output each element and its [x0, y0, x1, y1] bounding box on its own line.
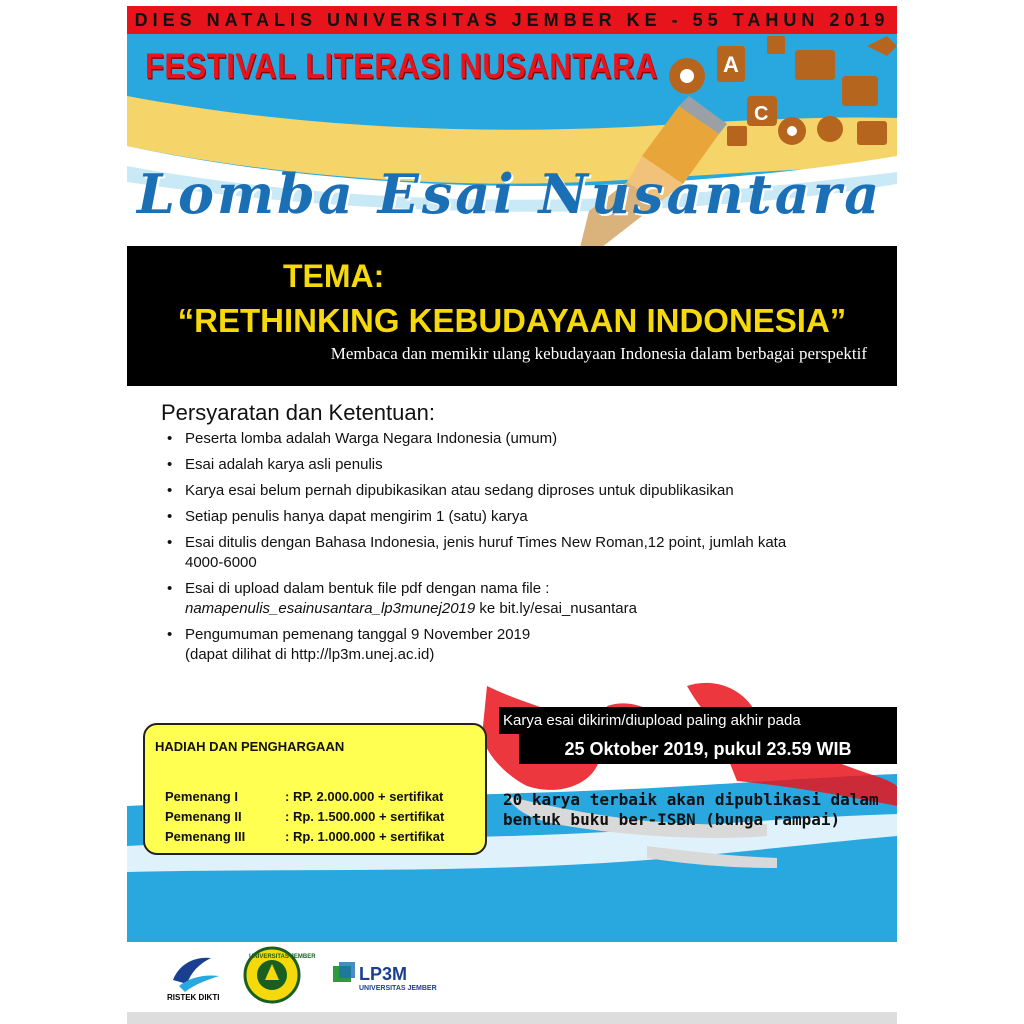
requirement-item: • Esai di upload dalam bentuk file pdf dengan nama file : namapenulis_esainusantara_lp3munej2019 ke bit.ly/esai_nusantara [167, 579, 787, 619]
prize-box [143, 723, 487, 855]
theme-title: “RETHINKING KEBUDAYAAN INDONESIA” [177, 302, 847, 339]
requirement-item: • Karya esai belum pernah dipubikasikan atau sedang diproses untuk dipublikasikan [167, 481, 787, 501]
prize-value: : RP. 2.000.000 + sertifikat [285, 789, 444, 804]
requirement-item: • Esai adalah karya asli penulis [167, 455, 787, 475]
svg-text:RISTEK DIKTI: RISTEK DIKTI [167, 993, 220, 1002]
unej-logo [243, 946, 316, 1004]
theme-subtitle: Membaca dan memikir ulang kebudayaan Indonesia dalam berbagai perspektif [330, 344, 867, 363]
file-name-format: namapenulis_esainusantara_lp3munej2019 [185, 600, 476, 617]
publication-note: 20 karya terbaik akan dipublikasi dalam bentuk buku ber-ISBN (bunga rampai) [503, 790, 879, 829]
prize-label: Pemenang I [165, 789, 238, 804]
prize-row [165, 809, 445, 824]
requirement-item: • Esai ditulis dengan Bahasa Indonesia, jenis huruf Times New Roman,12 point, jumlah kata 4000-6000 [167, 533, 787, 573]
svg-text:A: A [723, 52, 739, 77]
lp3m-logo [331, 960, 461, 996]
theme-label: TEMA: [283, 258, 385, 294]
prize-title: HADIAH DAN PENGHARGAAN [155, 739, 345, 754]
festival-title: FESTIVAL LITERASI NUSANTARA [145, 46, 658, 87]
announcement-link[interactable]: (dapat dilihat di http://lp3m.unej.ac.id) [185, 646, 435, 663]
requirement-item: • Peserta lomba adalah Warga Negara Indonesia (umum) [167, 429, 787, 449]
prize-row [165, 789, 444, 804]
svg-text:UNIVERSITAS JEMBER: UNIVERSITAS JEMBER [359, 985, 437, 992]
upload-link[interactable]: ke bit.ly/esai_nusantara [475, 600, 637, 617]
ristekdikti-logo [165, 950, 225, 1002]
prize-label: Pemenang III [165, 829, 246, 844]
svg-text:UNIVERSITAS JEMBER: UNIVERSITAS JEMBER [249, 954, 316, 960]
event-banner: DIES NATALIS UNIVERSITAS JEMBER KE - 55 TAHUN 2019 [127, 6, 897, 34]
svg-text:LP3M: LP3M [359, 964, 408, 984]
requirement-item: • Setiap penulis hanya dapat mengirim 1 (satu) karya [167, 507, 787, 527]
requirements-title: Persyaratan dan Ketentuan: [161, 400, 435, 425]
prize-value: : Rp. 1.000.000 + sertifikat [285, 829, 445, 844]
competition-title: Lomba Esai Nusantara [137, 162, 883, 226]
poster [127, 6, 897, 1024]
prize-row [165, 829, 445, 844]
prize-label: Pemenang II [165, 809, 242, 824]
logo-bar [127, 942, 897, 1012]
requirement-item: • Pengumuman pemenang tanggal 9 November 2019 (dapat dilihat di http://lp3m.unej.ac.id) [167, 625, 787, 665]
footer-strip [127, 1012, 897, 1024]
prize-value: : Rp. 1.500.000 + sertifikat [285, 809, 445, 824]
requirements-list [167, 429, 787, 671]
deadline-date: 25 Oktober 2019, pukul 23.59 WIB [519, 734, 897, 764]
deadline-label: Karya esai dikirim/diupload paling akhir pada [499, 707, 897, 734]
svg-text:C: C [754, 103, 769, 125]
